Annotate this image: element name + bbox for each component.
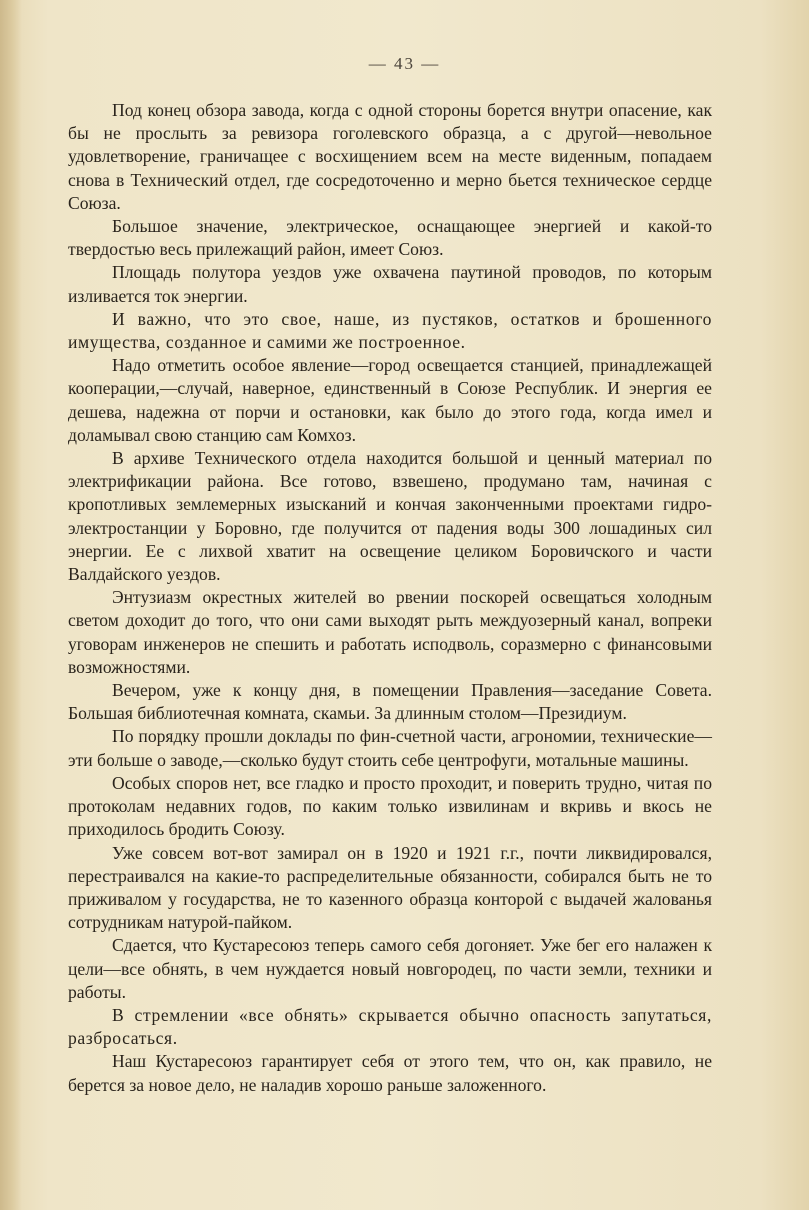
paragraph: Особых споров нет, все гладко и просто проходит, и поверить трудно, читая по протоколам недавних годов, по каким только извилинам и вкривь и вкось не приходилось бродить Союзу.: [68, 772, 712, 840]
page-number: — 43 —: [368, 54, 441, 73]
book-spine-shadow: [0, 0, 22, 1210]
paragraph: Сдается, что Кустаресоюз теперь самого себя догоняет. Уже бег его налажен к цели—все обнять, в чем нуждается новый новгородец, по части земли, техники и работы.: [68, 935, 712, 1002]
paragraph: По порядку прошли доклады по фин-счетной части, агрономии, технические—эти больше о заводе,—сколько будут стоить себе центрофуги, мотальные машины.: [68, 726, 712, 770]
paragraph: В архиве Технического отдела находится большой и ценный материал по электрификации района. Все готово, взвешено, продумано там, начиная с кропотливых землемерных изысканий и кончая законченными проектами гидро-электростанции у Боровно, где получится от падения воды 300 лошадиных сил энергии. Ее с лихвой хватит на освещение целиком Боровичского и части Валдайского уездов.: [68, 448, 712, 585]
paragraph: И важно, что это свое, наше, из пустяков, остатков и брошенного имущества, созданное и самими же построенное.: [68, 308, 712, 353]
paragraph: Уже совсем вот-вот замирал он в 1920 и 1921 г.г., почти ликвидировался, перестраивался на какие-то распределительные обязанности, собирался быть не то приживалом у государства, не то казенного образца конторой с выдачей жалованья сотрудникам натурой-пайком.: [68, 842, 712, 933]
body-text: [68, 99, 712, 1097]
paragraph: В стремлении «все обнять» скрывается обычно опасность запутаться, разбросаться.: [68, 1004, 712, 1049]
paragraph: Под конец обзора завода, когда с одной стороны борется внутри опасение, как бы не прослыть за ревизора гоголевского образца, а с другой—невольное удовлетворение, граничащее с восхищением всем на месте виденным, попадаем снова в Технический отдел, где сосредоточенно и мерно бьется техническое сердце Союза.: [68, 100, 712, 213]
paragraph: Площадь полутора уездов уже охвачена паутиной проводов, по которым изливается ток энергии.: [68, 262, 712, 306]
paragraph: Надо отметить особое явление—город освещается станцией, принадлежащей кооперации,—случай, наверное, единственный в Союзе Республик. И энергия ее дешева, надежна от порчи и остановки, как было до этого года, когда имел и доламывал свою станцию сам Комхоз.: [68, 355, 712, 445]
paragraph: Вечером, уже к концу дня, в помещении Правления—заседание Совета. Большая библиотечная комната, скамьи. За длинным столом—Президиум.: [68, 680, 712, 724]
paragraph: Большое значение, электрическое, оснащающее энергией и какой-то твердостью весь прилежащий район, имеет Союз.: [68, 216, 712, 260]
paragraph: Энтузиазм окрестных жителей во рвении поскорей освещаться холодным светом доходит до того, что они сами выходят рыть междуозерный канал, вопреки уговорам инженеров не спешить и работать исподволь, соразмерно с финансовыми возможностями.: [68, 587, 712, 677]
paragraph: Наш Кустаресоюз гарантирует себя от этого тем, что он, как правило, не берется за новое дело, не наладив хорошо раньше заложенного.: [68, 1051, 712, 1095]
